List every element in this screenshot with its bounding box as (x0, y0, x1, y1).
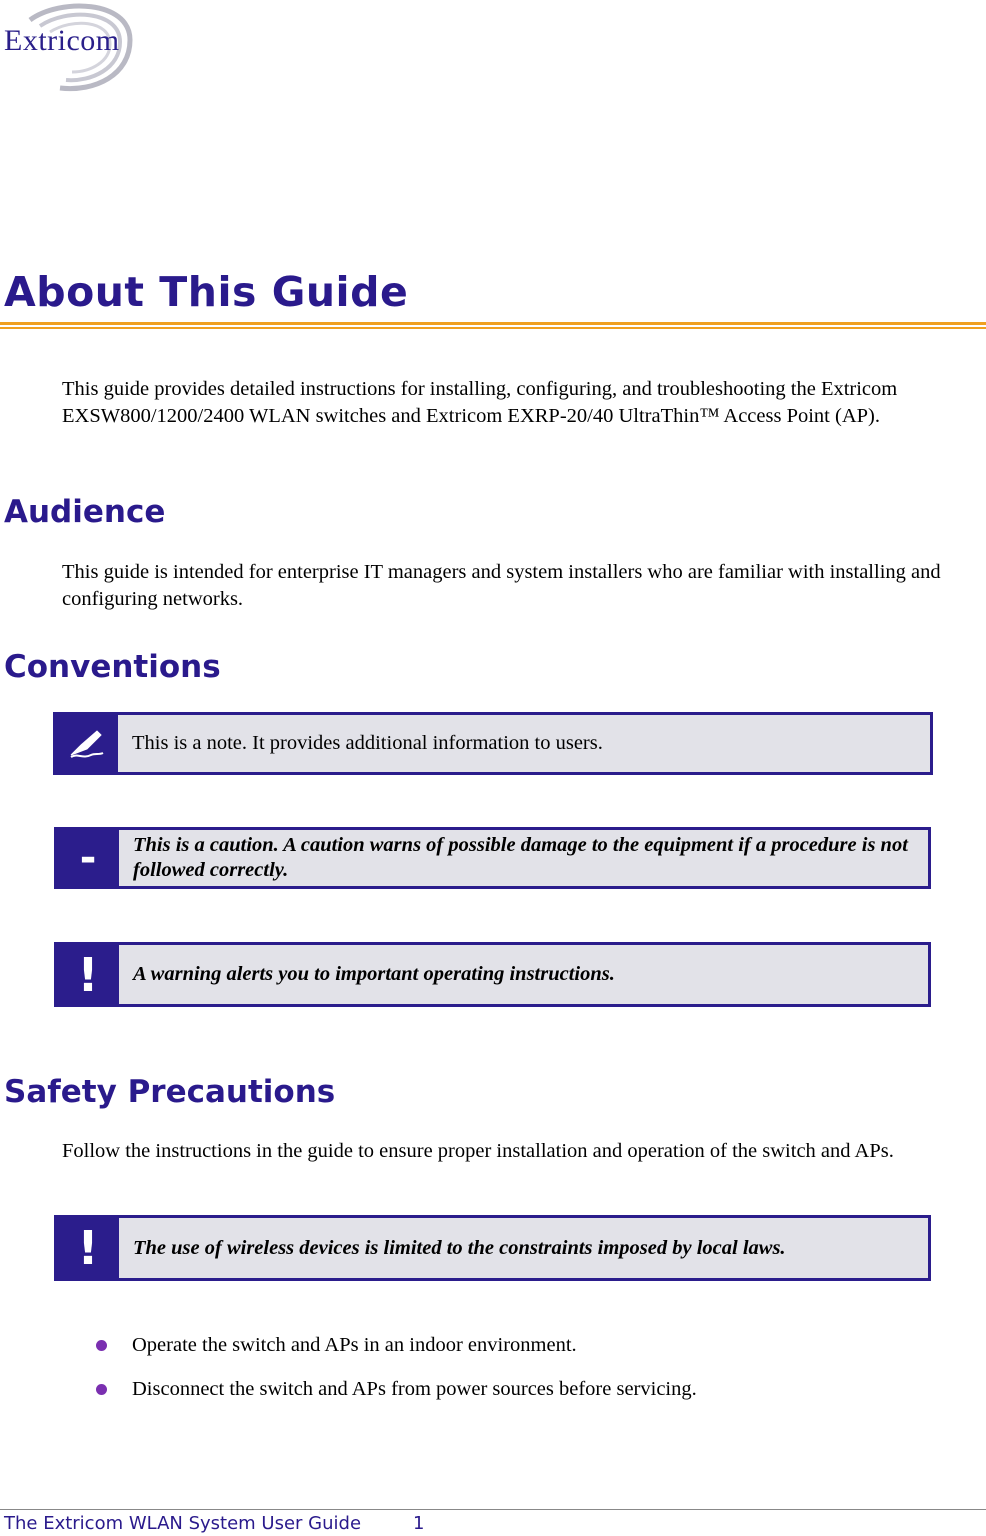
caution-text: This is a caution. A caution warns of possible damage to the equipment if a procedure is not followed correctly. (133, 834, 908, 881)
page-title: About This Guide (4, 268, 409, 316)
safety-paragraph: Follow the instructions in the guide to ensure proper installation and operation of the switch and APs. (62, 1140, 894, 1162)
conventions-heading: Conventions (4, 649, 221, 685)
intro-paragraph: This guide provides detailed instructions for installing, configuring, and troubleshooting the Extricom EXSW800/1200/2400 WLAN switches and Extricom EXRP-20/40 UltraThin™ Access Point (AP). (62, 378, 898, 427)
caution-box (54, 827, 931, 889)
footer-title: The Extricom WLAN System User Guide (4, 1513, 362, 1534)
bullet-dot-icon (96, 1384, 107, 1395)
list-item (96, 1374, 697, 1418)
title-divider-secondary (0, 327, 986, 329)
list-item-text: Disconnect the switch and APs from power sources before servicing. (132, 1378, 697, 1400)
safety-warning-box (54, 1215, 931, 1281)
warning-box (54, 942, 931, 1007)
list-item (96, 1330, 697, 1374)
note-box (53, 712, 933, 775)
safety-heading: Safety Precautions (4, 1074, 336, 1110)
safety-bullet-list (96, 1330, 697, 1418)
safety-warning-text: The use of wireless devices is limited to the constraints imposed by local laws. (133, 1236, 786, 1259)
warning-exclamation-icon: ! (57, 945, 119, 1004)
title-divider (0, 322, 986, 325)
extricom-logo (0, 0, 140, 95)
warning-exclamation-icon: ! (57, 1218, 119, 1278)
audience-paragraph: This guide is intended for enterprise IT managers and system installers who are familiar with installing and configuring networks. (62, 561, 941, 610)
footer-divider (0, 1509, 986, 1510)
pen-note-icon (56, 715, 118, 772)
page-footer (4, 1513, 425, 1534)
bullet-dot-icon (96, 1340, 107, 1351)
warning-text: A warning alerts you to important operating instructions. (133, 963, 615, 985)
logo-text: Extricom (4, 24, 120, 57)
audience-heading: Audience (4, 494, 166, 530)
page-number: 1 (413, 1513, 425, 1534)
caution-dash-icon: - (57, 830, 119, 886)
list-item-text: Operate the switch and APs in an indoor environment. (132, 1334, 577, 1356)
note-text: This is a note. It provides additional information to users. (132, 732, 603, 754)
